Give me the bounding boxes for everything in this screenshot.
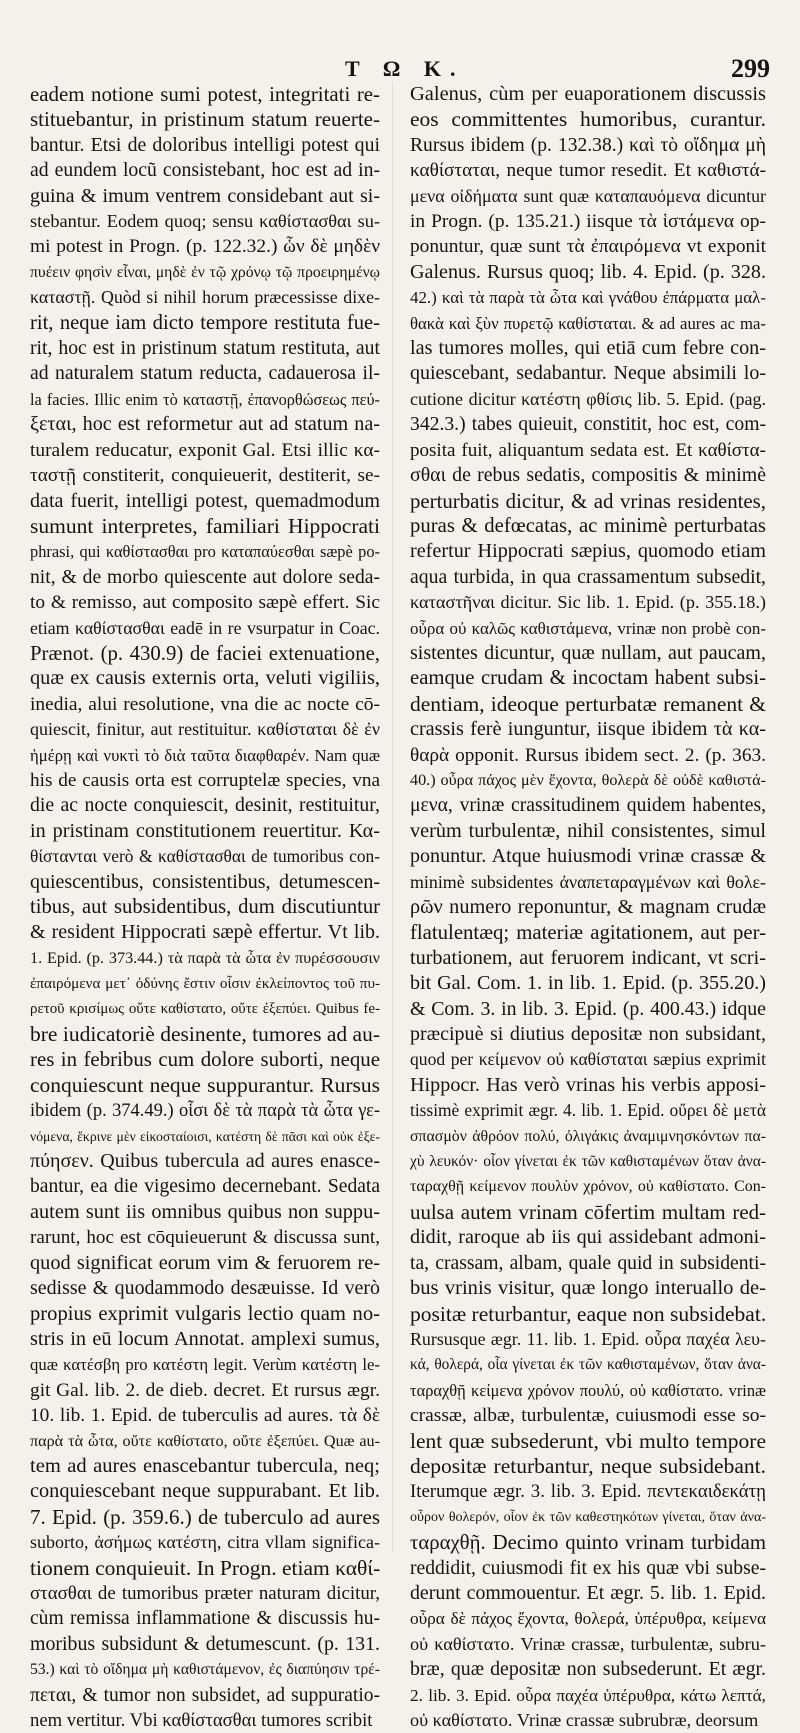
text-line: las tumores molles, qui etiā cum febre con- [410,337,766,360]
text-line: μενα οἰδήματα sunt quæ καταπαυόμενα dicuntur [410,185,766,206]
text-line: rit, hoc est in pristinum statum restituta, aut [30,337,380,360]
text-line: καθίσταται, neque tumor resedit. Et καθιστά- [410,160,766,182]
text-line: to & remisso, aut composito sæpè effert. Sic [30,592,380,614]
text-line: bit Gal. Com. 1. in lib. 1. Epid. (p. 355.20.) [410,972,766,995]
text-line: ἐπαιρόμενα μετ᾽ ὀδύνης ἔστιν οἷσιν ἐκλείποντος τοῦ πυ- [30,975,380,993]
text-line: Hippocr. Has verò vrinas his verbis apposi- [410,1073,766,1096]
text-line: git Gal. lib. 2. de dieb. decret. Et rursus ægr. [30,1379,380,1401]
text-line: στασθαι de tumoribus præter naturam dicitur, [30,1582,380,1604]
text-line: ρετοῦ κρισίμως οὔτε καθίστατο, οὔτε ἐξεπύει. Quibus fe- [30,1000,380,1017]
text-line: οὐ καθίστατο. Vrinæ crassæ, turbulentæ, subru- [410,1633,766,1654]
page-header [0,52,800,82]
text-line: quæ κατέσβη pro κατέστη legit. Verùm κατέστη le- [30,1355,380,1375]
text-line: conquiescebant neque suppurabant. Et lib. [30,1480,380,1503]
text-line: quiescit, finitur, aut restituitur. καθίσταται δὲ ἐν [30,719,380,740]
text-line: phrasi, qui καθίστασθαι pro καταπαύεσθαι sæpè po- [30,542,380,562]
text-line: χὺ λευκόν· οἷον γίνεται ἐκ τῶν καθισταμένων ὅταν ἀνα- [410,1153,766,1171]
text-line: Iterumque ægr. 3. lib. 3. Epid. πεντεκαιδεκάτῃ [410,1481,766,1503]
text-line: κά, θολερά, οἷα γίνεται ἐκ τῶν καθισταμένων, ὅταν ἀνα- [410,1356,766,1374]
text-line: 7. Epid. (p. 359.6.) de tuberculo ad aures [30,1504,380,1529]
text-line: mi potest in Progn. (p. 122.32.) ὧν δὲ μηδὲν [30,236,380,258]
text-line: minimè subsidentes ἀναπεταραγμένων καὶ θολε- [410,871,766,892]
text-line: σθαι de rebus sedatis, compositis & minimè [410,464,766,487]
text-line: ταραχθῇ. Decimo quinto vrinam turbidam [410,1531,766,1555]
text-line: didit, raroque ab iis qui assidebant admoni- [410,1226,766,1249]
text-line: ibidem (p. 374.49.) οἷσι δὲ τὰ παρὰ τὰ ὦτα γε- [30,1100,380,1121]
text-line: sistentes dicuntur, quæ nullam, aut paucam, [410,641,766,664]
text-line: θίστανται verò & καθίστασθαι de tumoribus con- [30,847,380,867]
text-line: 1. Epid. (p. 373.44.) τὰ παρὰ τὰ ὦτα ἐν πυρέσσουσιν [30,948,380,967]
text-line: stris in eū locum Annotat. amplexi sumus, [30,1327,380,1350]
text-line: πυέειν φησὶν εἶναι, μηδὲ ἐν τῷ χρόνῳ τῷ προειρημένῳ [30,263,380,281]
text-line: eadem notione sumi potest, integritati re- [30,82,380,106]
text-line: quiescentibus, consistentibus, detumescen- [30,870,380,893]
text-line: posita fuit, aliquantum sedata est. Et καθίστα- [410,439,766,461]
text-line: perturbatis dicitur, & ad vrinas residentes, [410,488,766,513]
text-line: la facies. Illic enim τὸ καταστῇ, ἐπανορθώσεως πεύ- [30,389,380,409]
text-line: flatulentæq; materiæ agitationem, aut per- [410,921,766,945]
text-line: crassis ferè iunguntur, iisque ibidem τὰ κα- [410,718,766,741]
text-line: guina & imum ventrem considebant aut si- [30,184,380,207]
text-line: καταστῇ. Quòd si nihil horum præcessisse dixe- [30,287,380,308]
text-line: Prænot. (p. 430.9) de faciei extenuatione, [30,641,380,665]
text-line: ταραχθῇ κείμενα χρόνον πουλύ, οὐ καθίστατο. vrinæ [410,1380,766,1400]
text-line: 2. lib. 3. Epid. οὖρα παχέα ὑπέρυθρα, κάτω λεπτά, [410,1685,766,1705]
text-line: καταστῆναι dicitur. Sic lib. 1. Epid. (p. 355.18.) [410,592,766,613]
text-line: derunt commouentur. Et ægr. 5. lib. 1. Epid. [410,1581,766,1604]
text-line: eos committentes humoribus, curantur. [410,107,766,132]
left-column [30,82,381,1731]
text-line: nem vertitur. Vbi καθίστασθαι tumores scribit [30,1710,373,1731]
text-line: πύησεν. Quibus tubercula ad aures enasce- [30,1150,380,1173]
text-line: νόμενα, ἔκρινε μὲν εἰκοσταίοισι, κατέστη δὲ πᾶσι καὶ οὐκ ἐξε- [30,1128,380,1144]
text-line: sedisse & quodammodo desæuisse. Id verò [30,1277,380,1300]
text-line: & resident Hippocrati sæpè effertur. Vt lib. [30,921,380,944]
text-line: οὐ καθίστατο. Vrinæ crassæ subrubræ, deorsum [410,1710,759,1730]
text-line: bre iudicatoriè desinente, tumores ad au- [30,1022,380,1047]
text-line: eamque crudam & incoctam habent subsi- [410,667,766,690]
text-line: propius exprimit vulgaris lectio quam no- [30,1302,380,1325]
text-line: reddidit, cuiusmodi fit ex his quæ vbi subse- [410,1556,766,1579]
text-line: crassæ, albæ, turbulentæ, cuiusmodi esse so- [410,1405,766,1427]
text-line: bantur, ea die vigesimo decernebant. Sedata [30,1176,380,1198]
text-line: uulsa autem vrinam cōfertim multam red- [410,1199,766,1224]
text-line: præcipuè si diutius depositæ non subsidant, [410,1023,766,1046]
text-line: Galenus, cùm per euaporationem discussis [410,83,766,105]
text-line: ταραχθῇ κείμενον πουλὺν χρόνον, οὐ καθίστατο. Con- [410,1178,766,1196]
text-line: σπασμὸν ἀθρόον πολύ, ὀλιγάκις ἀναμιμνησκόντων πα- [410,1127,766,1145]
text-line: bræ, quæ depositæ non subsederunt. Et ægr. [410,1658,766,1681]
page-number: 299 [731,54,770,83]
text-line: ρῶν numero reponuntur, & magnam crudæ [410,896,766,918]
text-line: 53.) καὶ τὸ οἴδημα μὴ καθιστάμενον, ἐς διαπύησιν τρέ- [30,1661,380,1679]
text-line: 40.) οὖρα πάχος μὲν ἔχοντα, θολερὰ δὲ οὐδὲ καθιστά- [410,771,766,789]
text-line: etiam καθίστασθαι eadē in re vsurpatur in Coac. [30,617,380,638]
text-line: moribus subsidunt & detumescunt. (p. 131. [30,1632,380,1655]
text-line: ad eundem locũ consistebant, hoc est ad in- [30,159,380,182]
text-line: ξεται, hoc est reformetur aut ad statum na- [30,413,380,436]
text-line: tem ad aures enascebantur tubercula, neq; [30,1454,380,1477]
text-line: sumunt interpretes, familiari Hippocrati [30,513,380,538]
text-line: ἡμέρῃ καὶ νυκτὶ τὸ διὰ ταῦτα διαφθαρέν. Nam quæ [30,745,380,765]
text-line: res in febribus cum dolore suborti, neque [30,1047,380,1072]
text-line: ταστῇ constiterit, conquieuerit, destiterit, se- [30,465,380,487]
text-line: πεται, & tumor non subsidet, ad suppuratio- [30,1684,380,1706]
text-line: suborto, ἀσήμως κατέστη, citra vllam significa- [30,1532,380,1553]
text-line: aqua turbida, in qua crassamentum subsedit, [410,565,766,588]
text-line: conquiescunt neque suppurantur. Rursus [30,1072,380,1097]
text-line: lent quæ subsederunt, vbi multo tempore [410,1428,766,1453]
text-line: quiescebant, sedabantur. Neque absimili lo- [410,362,766,385]
text-line: 42.) καὶ τὰ παρὰ τὰ ὦτα καὶ γνάθου ἐπάρματα μαλ- [410,288,766,308]
text-line: autem sunt iis omnibus quibus non suppu- [30,1200,380,1223]
text-line: Rursusque ægr. 11. lib. 1. Epid. οὖρα παχέα λευ- [410,1328,766,1349]
text-line: bantur. Etsi de doloribus intelligi potest qui [30,133,380,156]
text-line: refertur Hippocrati sæpius, quomodo etiam [410,540,766,563]
text-line: ponuntur, quæ sunt τὰ ἐπαιρόμενα vt exponit [410,236,766,258]
text-line: tionem conquieuit. In Progn. etiam καθί- [30,1555,381,1580]
text-line: depositæ returbantur, neque subsidebant. [410,1453,766,1478]
text-line: in pristinam constitutionem reuertitur. Κα- [30,819,380,842]
text-line: 10. lib. 1. Epid. de tuberculis ad aures. τὰ δὲ [30,1405,380,1427]
text-line: Galenus. Rursus quoq; lib. 4. Epid. (p. 328. [410,260,766,283]
text-line: data fuerit, intelligi potest, quemadmodum [30,489,380,512]
text-line: οὖρα δὲ πάχος ἔχοντα, θολερά, ὑπέρυθρα, κείμενα [410,1609,766,1629]
text-line: & Com. 3. in lib. 3. Epid. (p. 400.43.) idque [410,997,766,1020]
text-line: his de causis orta est corruptelæ species, vna [30,769,380,791]
text-line: puras & defœcatas, ac minimè perturbatas [410,514,766,537]
text-line: ta, crassam, albam, quale quid in subsidenti- [410,1251,766,1274]
text-line: die ac nocte conquiescit, desinit, restituitur, [30,794,380,817]
text-line: quod per κείμενον οὐ καθίσταται sæpius exprimit [410,1049,766,1070]
text-line: stebantur. Eodem quoq; sensu καθίστασθαι su- [30,211,380,232]
text-line: verùm turbulentæ, nihil consistentes, simul [410,819,766,842]
text-line: positæ returbantur, eaque non subsidebat. [410,1301,767,1326]
running-head: Τ Ω Κ. [345,56,465,81]
text-line: οὖρα οὐ καλῶς καθιστάμενα, vrinæ non probè con- [410,618,766,638]
text-line: quod significat eorum vim & feruorem re- [30,1251,380,1274]
text-line: θαρὰ opponit. Rursus ibidem sect. 2. (p. 363. [410,744,766,766]
text-line: 342.3.) tabes quieuit, constitit, hoc est, com- [410,413,766,436]
text-line: οὖρον θολερόν, οἷον ἐκ τῶν καθεστηκότων γίνεται, ὅταν ἀνα- [410,1508,766,1525]
text-line: παρὰ τὰ ὦτα, οὔτε καθίστατο, οὔτε ἐξεπύει. Quæ au- [30,1432,380,1450]
text-line: stituebantur, in pristinum statum reuerte- [30,107,380,132]
text-line: rit, neque iam dicto tempore restituta fue- [30,311,380,334]
text-line: turalem reducatur, exponit Gal. Etsi illic κα- [30,439,380,461]
text-line: turbationem, aut feruorem indicant, vt scri- [410,946,766,969]
text-line: cutione dicitur κατέστη φθίσις lib. 5. Epid. (pag. [410,388,766,409]
text-line: θακὰ καὶ ξὺν πυρετῷ καθίσταται. & ad aures ac ma- [410,313,766,333]
text-line: in Progn. (p. 135.21.) iisque τὰ ἱστάμενα op- [410,211,766,233]
text-line: ad naturalem statum reducta, cadauerosa il- [30,362,380,385]
text-line: bus vrinis visitur, quæ longo interuallo de- [410,1277,766,1300]
column-gutter [392,82,393,1552]
right-column [410,82,767,1730]
text-line: rarunt, hoc est cōquieuerunt & discussa sunt, [30,1227,380,1249]
text-line: tibus, aut subsidentibus, dum discutiuntur [30,896,380,918]
text-line: μενα, vrinæ crassitudinem quidem habentes, [410,794,766,817]
text-line: quæ ex causis externis orta, veluti vigiliis, [30,667,380,690]
text-line: Rursus ibidem (p. 132.38.) καὶ τὸ οἴδημα μὴ [410,134,766,156]
text-line: dentiam, ideoque perturbatæ remanent & [410,691,766,716]
text-line: nit, & de morbo quiescente aut dolore seda- [30,566,380,588]
text-line: ponuntur. Atque huiusmodi vrinæ crassæ & [410,845,766,868]
text-line: cùm remissa inflammatione & discussis hu- [30,1608,380,1630]
text-line: inedia, alui resolutione, vna die ac nocte cō- [30,693,380,715]
text-line: tissimè exprimit ægr. 4. lib. 1. Epid. οὔρει δὲ μετὰ [410,1100,766,1121]
